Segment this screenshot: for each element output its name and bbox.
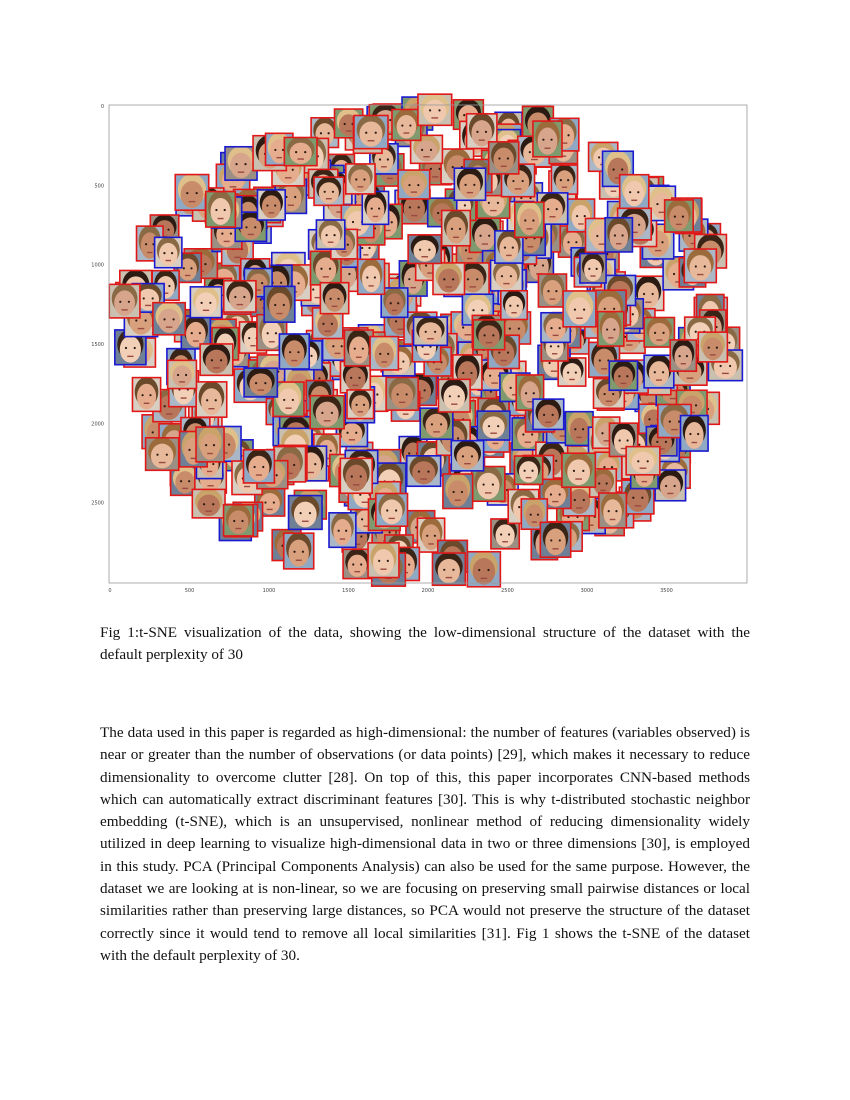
face-thumbnail <box>362 191 388 225</box>
face-thumbnail <box>414 317 448 346</box>
face-thumbnail <box>451 440 483 471</box>
face-thumbnail <box>316 219 344 249</box>
y-tick-label: 1500 <box>91 342 104 348</box>
body-paragraph: The data used in this paper is regarded as high-dimensional: the number of features (variables observed) is near or greater than the number of observations (or data points) [29], which makes it necessary to reduce dimensionality to overcome clutter [28]. On top of this, this paper incorporates CNN-based methods which can automatically extract discriminant features [30]. This is why t-distributed stochastic neighbor embedding (t-SNE), which is an unsupervised, nonlinear method of reducing dimensionality widely utilized in deep learning to visualize high-dimensional data in two or three dimensions [30], is employed in this study. PCA (Principal Components Analysis) can also be used for the same purpose. However, the dataset we are looking at is non-linear, so we are focusing on preserving small pairwise distances or local similarities rather than preserving large distances, so PCA would not preserve the structure of the dataset correctly since it would tend to remove all local similarities [31]. Fig 1 shows the t-SNE of the dataset with the default perplexity of 30. <box>100 724 750 964</box>
tsne-plot <box>91 104 748 594</box>
face-thumbnail <box>408 234 441 263</box>
x-tick-label: 2500 <box>501 588 514 594</box>
figure-caption: Fig 1:t-SNE visualization of the data, showing the low-dimensional structure of the dataset with the default perplexity of 30 <box>100 624 750 663</box>
face-thumbnail <box>473 319 504 349</box>
face-thumbnail <box>175 174 208 210</box>
y-tick-label: 500 <box>94 183 104 190</box>
face-thumbnail <box>314 177 344 206</box>
face-thumbnail <box>418 94 452 126</box>
face-thumbnail <box>153 302 185 335</box>
face-thumbnail <box>477 411 510 440</box>
face-thumbnail <box>599 492 627 528</box>
face-thumbnail <box>264 286 295 323</box>
y-tick-label: 2500 <box>91 500 104 507</box>
face-thumbnail <box>146 437 179 470</box>
face-thumbnail <box>489 141 519 174</box>
face-thumbnail <box>196 381 227 417</box>
face-thumbnail <box>392 109 421 140</box>
face-thumbnail <box>501 290 527 319</box>
face-thumbnail <box>580 253 606 283</box>
face-thumbnail <box>598 311 624 346</box>
face-thumbnail <box>200 343 233 375</box>
face-thumbnail <box>109 284 140 318</box>
face-thumbnail <box>605 217 632 252</box>
face-thumbnail <box>168 360 197 389</box>
face-thumbnail <box>491 260 523 291</box>
x-tick-label: 0 <box>108 588 112 594</box>
face-thumbnail <box>563 290 596 327</box>
face-thumbnail <box>370 336 398 370</box>
face-thumbnail <box>540 522 570 558</box>
face-thumbnail <box>368 542 399 577</box>
face-thumbnail <box>467 551 500 587</box>
face-thumbnail <box>443 473 473 508</box>
face-thumbnail <box>279 333 309 369</box>
face-thumbnail <box>515 202 544 238</box>
face-thumbnail <box>320 282 348 314</box>
face-thumbnail <box>347 389 374 418</box>
y-tick-label: 1000 <box>91 262 104 269</box>
face-thumbnail <box>398 169 430 198</box>
face-thumbnail <box>670 339 696 371</box>
face-thumbnail <box>224 280 256 312</box>
x-tick-label: 500 <box>184 588 195 594</box>
face-thumbnail <box>665 199 694 232</box>
face-thumbnail <box>514 455 542 484</box>
face-thumbnail <box>343 549 371 579</box>
face-thumbnail <box>620 174 649 208</box>
face-thumbnail <box>155 237 182 268</box>
face-thumbnail <box>698 332 727 362</box>
face-thumbnail <box>432 552 465 585</box>
face-thumbnail <box>289 495 323 529</box>
face-thumbnail <box>192 489 225 518</box>
face-thumbnail <box>681 415 709 451</box>
face-thumbnail <box>206 191 236 227</box>
face-thumbnail <box>407 455 441 486</box>
face-thumbnail <box>626 446 660 475</box>
face-thumbnail <box>340 458 372 494</box>
face-thumbnail <box>310 395 344 429</box>
face-thumbnail <box>533 120 562 156</box>
x-tick-label: 3500 <box>660 588 673 594</box>
face-thumbnail <box>433 262 465 294</box>
x-axis-ticks <box>108 588 672 594</box>
face-thumbnail <box>609 361 637 391</box>
face-thumbnail <box>376 493 408 526</box>
face-thumbnail <box>358 259 385 295</box>
x-tick-label: 2000 <box>421 588 435 594</box>
face-thumbnail <box>284 137 317 166</box>
face-thumbnail <box>644 355 674 388</box>
face-thumbnail <box>454 168 485 201</box>
face-thumbnail <box>132 377 160 411</box>
face-thumbnail <box>196 426 224 461</box>
face-thumbnail <box>224 504 254 536</box>
x-tick-label: 1500 <box>342 588 355 594</box>
x-tick-label: 3000 <box>580 588 594 594</box>
face-thumbnail <box>257 189 285 220</box>
face-thumbnail <box>442 210 471 246</box>
thumbnail-layer <box>109 94 742 587</box>
x-tick-label: 1000 <box>262 588 276 594</box>
face-thumbnail <box>244 368 277 397</box>
face-thumbnail <box>346 163 375 194</box>
tsne-figure <box>91 104 748 594</box>
y-axis-ticks <box>91 104 104 507</box>
face-thumbnail <box>684 248 716 282</box>
face-thumbnail <box>438 379 470 412</box>
face-thumbnail <box>225 146 257 180</box>
face-thumbnail <box>344 329 373 366</box>
face-thumbnail <box>562 453 595 488</box>
face-thumbnail <box>243 449 274 483</box>
face-thumbnail <box>354 115 388 149</box>
face-thumbnail <box>284 532 314 568</box>
face-thumbnail <box>329 512 356 547</box>
face-thumbnail <box>386 377 418 410</box>
face-thumbnail <box>551 164 577 194</box>
y-tick-label: 2000 <box>91 421 104 428</box>
face-thumbnail <box>190 286 221 317</box>
y-tick-label: 0 <box>100 104 104 110</box>
face-thumbnail <box>533 398 564 429</box>
